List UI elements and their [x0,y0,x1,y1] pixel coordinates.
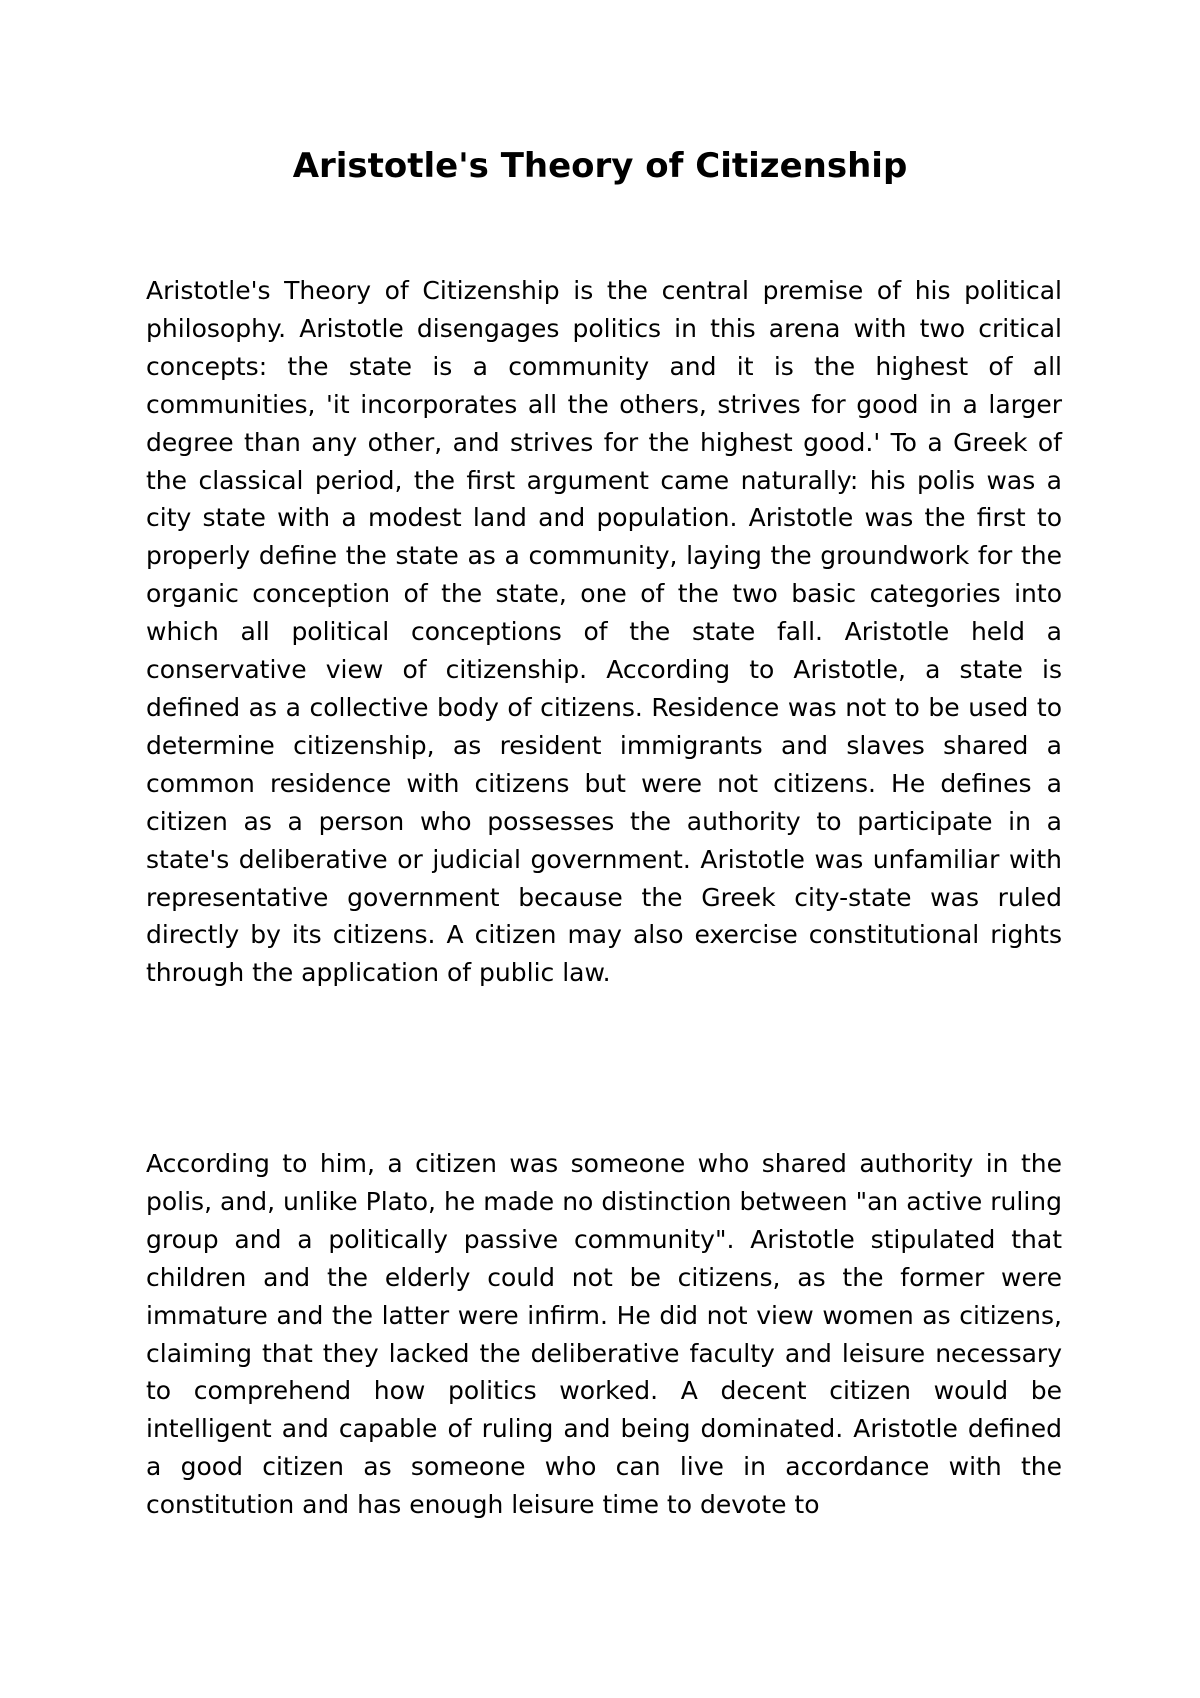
paragraph-1: Aristotle's Theory of Citizenship is the central premise of his political philosophy. Aristotle disengages politics in this arena with two critical concepts: the state is a community and it is the highest of all communities, 'it incorporates all the others, strives for good in a larger degree than any other, and strives for the highest good.' To a Greek of the classical period, the first argument came naturally: his polis was a city state with a modest land and population. Aristotle was the first to properly define the state as a community, laying the groundwork for the organic conception of the state, one of the two basic categories into which all political conceptions of the state fall. Aristotle held a conservative view of citizenship. According to Aristotle, a state is defined as a collective body of citizens. Residence was not to be used to determine citizenship, as resident immigrants and slaves shared a common residence with citizens but were not citizens. He defines a citizen as a person who possesses the authority to participate in a state's deliberative or judicial government. Aristotle was unfamiliar with representative government because the Greek city-state was ruled directly by its citizens. A citizen may also exercise constitutional rights through the application of public law. [146,276,1062,988]
document-title: Aristotle's Theory of Citizenship [292,146,908,186]
paragraph-2: According to him, a citizen was someone who shared authority in the polis, and, unlike Plato, he made no distinction between "an active ruling group and a politically passive community". Aristotle stipulated that children and the elderly could not be citizens, as the former were immature and the latter were infirm. He did not view women as citizens, claiming that they lacked the deliberative faculty and leisure necessary to comprehend how politics worked. A decent citizen would be intelligent and capable of ruling and being dominated. Aristotle defined a good citizen as someone who can live in accordance with the constitution and has enough leisure time to devote to [146,1149,1062,1520]
